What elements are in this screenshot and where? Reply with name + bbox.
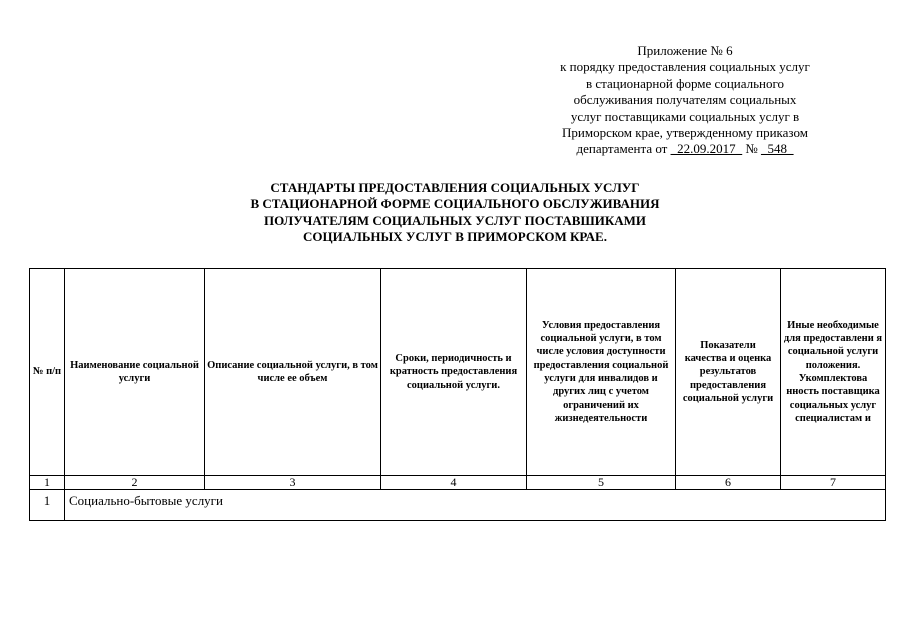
header-terms: Сроки, периодичность и кратность предоставления социальной услуги. (381, 269, 527, 476)
column-number-row (30, 476, 886, 490)
header-number: № п/п (30, 269, 65, 476)
table-header-row (30, 269, 886, 476)
section-name: Социально-бытовые услуги (65, 490, 886, 521)
header-description: Описание социальной услуги, в том числе ее объем (205, 269, 381, 476)
appendix-line: Приморском крае, утвержденному приказом (562, 125, 808, 141)
standards-table (29, 268, 886, 521)
column-number: 6 (676, 476, 781, 490)
order-date: _22.09.2017_ (670, 141, 743, 157)
order-number: _548_ (761, 141, 794, 157)
header-other: Иные необходимые для предоставлени я социальной услуги положения. Укомплектова нность поставщика социальных услуг специалистам и (781, 269, 886, 476)
date-prefix: департамента от (576, 141, 668, 157)
section-number: 1 (30, 490, 65, 521)
number-sign: № (745, 141, 758, 157)
column-number: 1 (30, 476, 65, 490)
appendix-date-line (535, 141, 835, 157)
table-row (30, 490, 886, 521)
title-line: СОЦИАЛЬНЫХ УСЛУГ В ПРИМОРСКОМ КРАЕ. (303, 229, 607, 245)
column-number: 2 (65, 476, 205, 490)
appendix-line: Приложение № 6 (637, 43, 733, 58)
appendix-line: обслуживания получателям социальных (573, 92, 797, 108)
column-number: 5 (527, 476, 676, 490)
appendix-line: услуг поставщиками социальных услуг в (570, 108, 800, 124)
document-title (150, 180, 760, 246)
header-conditions: Условия предоставления социальной услуги, в том числе условия доступности предоставления социальной услуги для инвалидов и других лиц с учетом ограничений их жизнедеятельности (527, 269, 676, 476)
header-service-name: Наименование социальной услуги (65, 269, 205, 476)
title-line: СТАНДАРТЫ ПРЕДОСТАВЛЕНИЯ СОЦИАЛЬНЫХ УСЛУГ (270, 180, 640, 195)
column-number: 4 (381, 476, 527, 490)
column-number: 3 (205, 476, 381, 490)
title-line: В СТАЦИОНАРНОЙ ФОРМЕ СОЦИАЛЬНОГО ОБСЛУЖИВАНИЯ (250, 196, 660, 212)
appendix-header (535, 43, 835, 158)
header-quality: Показатели качества и оценка результатов предоставления социальной услуги (676, 269, 781, 476)
title-line: ПОЛУЧАТЕЛЯМ СОЦИАЛЬНЫХ УСЛУГ ПОСТАВШИКАМИ (263, 212, 647, 228)
column-number: 7 (781, 476, 886, 490)
appendix-line: в стационарной форме социального (586, 75, 784, 91)
appendix-line: к порядку предоставления социальных услуг (560, 59, 810, 75)
